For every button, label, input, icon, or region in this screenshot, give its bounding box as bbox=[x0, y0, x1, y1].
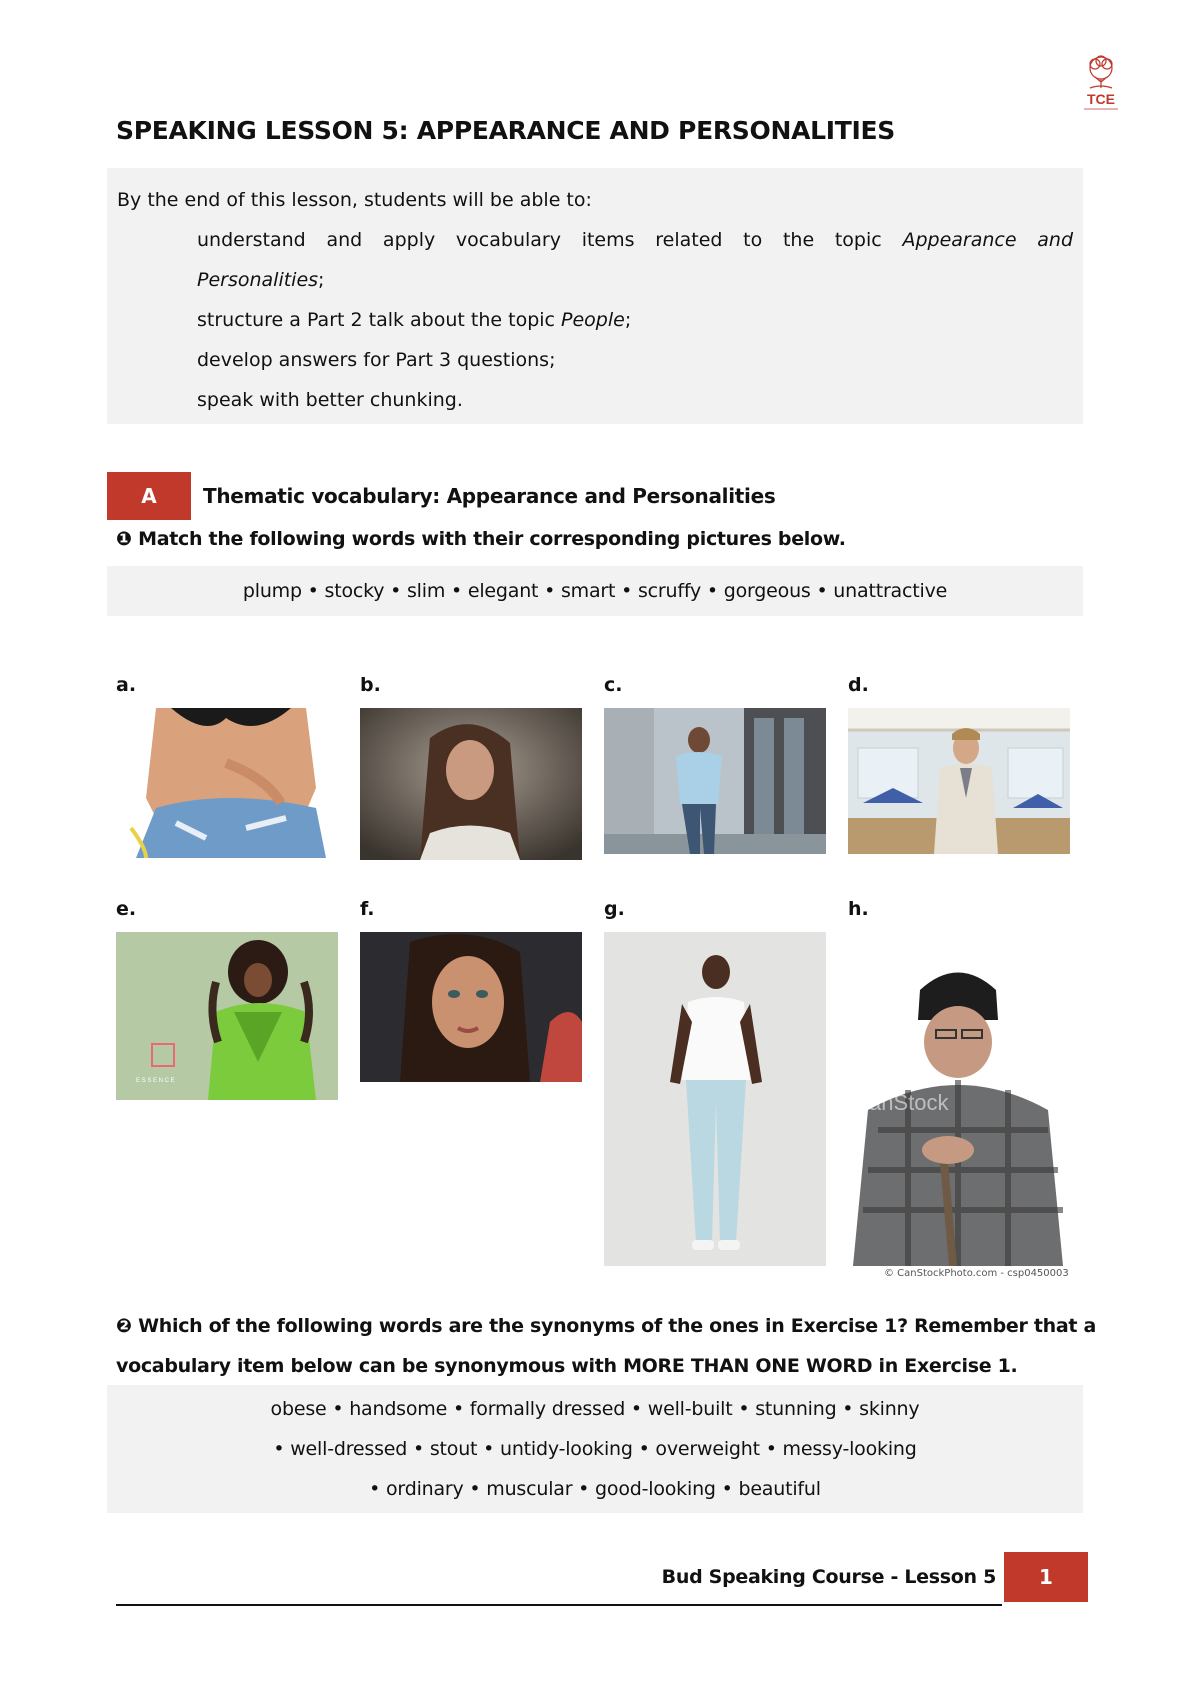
objective-item: understand and apply vocabulary items related to the topic Appearance and Personalities; bbox=[197, 229, 1074, 291]
exercise1-word-box: plump • stocky • slim • elegant • smart • scruffy • gorgeous • unattractive bbox=[107, 566, 1083, 616]
svg-text:canStock: canStock bbox=[858, 1090, 949, 1115]
objective-item: speak with better chunking. bbox=[197, 389, 463, 411]
objective-item: structure a Part 2 talk about the topic People; bbox=[197, 309, 632, 331]
photo-e bbox=[116, 932, 338, 1100]
picture-label-h: h. bbox=[848, 898, 869, 920]
number-one-icon: ❶ bbox=[116, 528, 132, 550]
svg-text:E S S E N C E: E S S E N C E bbox=[136, 1078, 175, 1084]
photo-b bbox=[360, 708, 582, 860]
photo-d bbox=[848, 708, 1070, 854]
tce-logo bbox=[1066, 52, 1136, 122]
photo-f bbox=[360, 932, 582, 1082]
footer-divider bbox=[116, 1604, 1002, 1606]
photo-g bbox=[604, 932, 826, 1266]
photo-a bbox=[116, 708, 338, 858]
picture-label-b: b. bbox=[360, 674, 381, 696]
number-two-icon: ❷ bbox=[116, 1315, 132, 1337]
objectives-list bbox=[117, 220, 1073, 420]
exercise2-word-box bbox=[107, 1385, 1083, 1513]
objectives-box bbox=[107, 168, 1083, 424]
exercise2-instruction: ❷ Which of the following words are the synonyms of the ones in Exercise 1? Remember that a vocabulary item below can be synonymous with MORE THAN ONE WORD in Exercise 1. bbox=[116, 1315, 1097, 1377]
picture-label-d: d. bbox=[848, 674, 869, 696]
photo-c bbox=[604, 708, 826, 854]
section-title: Thematic vocabulary: Appearance and Personalities bbox=[203, 484, 776, 508]
picture-label-f: f. bbox=[360, 898, 375, 920]
picture-label-g: g. bbox=[604, 898, 625, 920]
objective-item: develop answers for Part 3 questions; bbox=[197, 349, 556, 371]
footer-course-title: Bud Speaking Course - Lesson 5 bbox=[661, 1566, 996, 1588]
logo-text: TCE bbox=[1087, 91, 1115, 107]
picture-label-a: a. bbox=[116, 674, 137, 696]
section-a-header bbox=[107, 472, 775, 520]
word-line: obese • handsome • formally dressed • well-built • stunning • skinny bbox=[270, 1398, 920, 1420]
objectives-intro: By the end of this lesson, students will be able to: bbox=[117, 189, 592, 211]
photo-h bbox=[848, 960, 1070, 1266]
lesson-title: SPEAKING LESSON 5: APPEARANCE AND PERSONALITIES bbox=[116, 116, 895, 145]
picture-label-e: e. bbox=[116, 898, 137, 920]
picture-label-c: c. bbox=[604, 674, 623, 696]
page-number: 1 bbox=[1004, 1552, 1088, 1602]
photo-credit: © CanStockPhoto.com - csp0450003 bbox=[884, 1268, 1069, 1279]
word-line: • ordinary • muscular • good-looking • beautiful bbox=[369, 1478, 821, 1500]
word-line: • well-dressed • stout • untidy-looking • overweight • messy-looking bbox=[273, 1438, 917, 1460]
section-letter-badge: A bbox=[107, 472, 191, 520]
exercise1-instruction: ❶ Match the following words with their corresponding pictures below. bbox=[116, 528, 846, 550]
